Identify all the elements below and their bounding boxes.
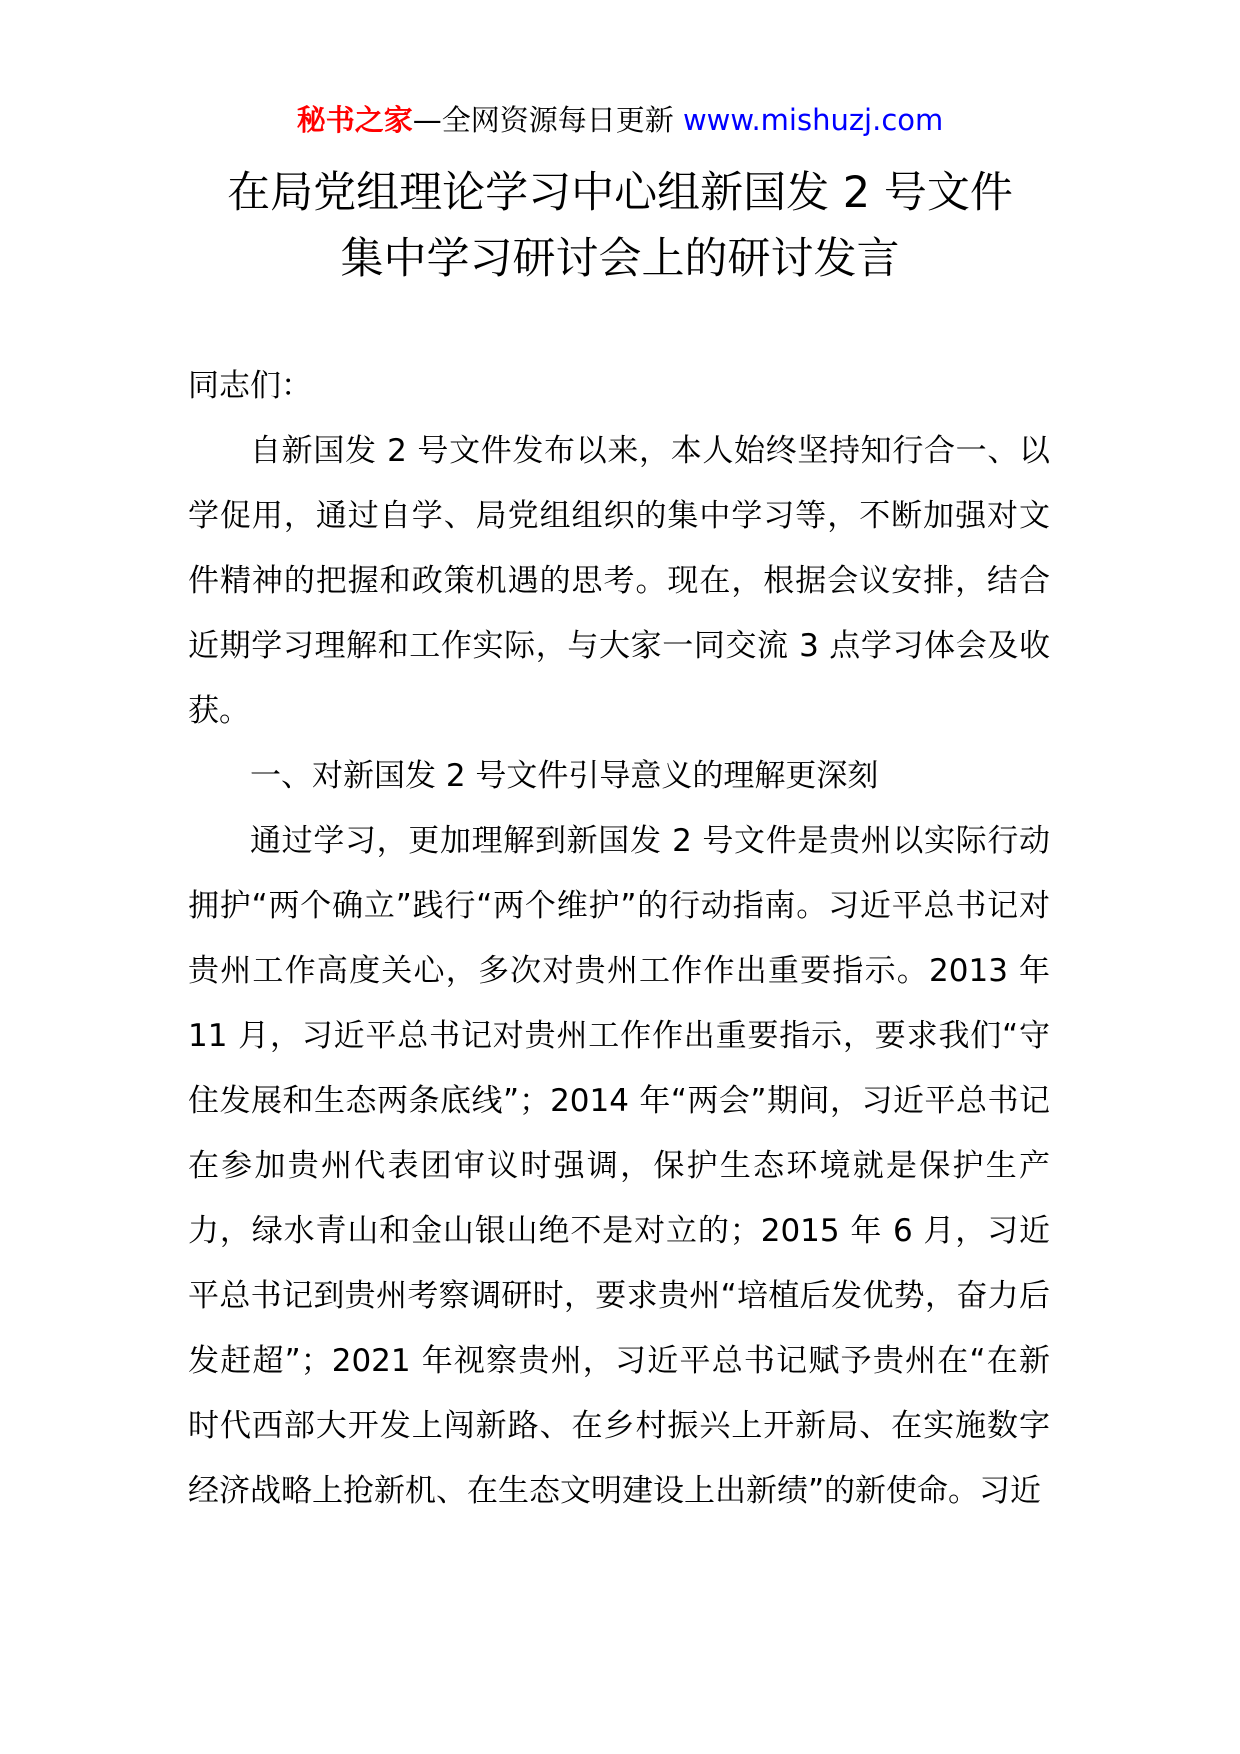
site-url-link[interactable]: www.mishuzj.com [682,103,944,137]
paragraph-section-1: 通过学习，更加理解到新国发 2 号文件是贵州以实际行动拥护“两个确立”践行“两个维护”的行动指南。习近平总书记对贵州工作高度关心，多次对贵州工作作出重要指示。2013 年 11 月，习近平总书记对贵州工作作出重要指示，要求我们“守住发展和生态两条底线”；2014 年“两会”期间，习近平总书记在参加贵州代表团审议时强调，保护生态环境就是保护生产力，绿水青山和金山银山绝不是对立的；2015 年 6 月，习近平总书记到贵州考察调研时，要求贵州“培植后发优势，奋力后发赶超”；2021 年视察贵州，习近平总书记赋予贵州在“在新时代西部大开发上闯新路、在乡村振兴上开新局、在实施数字经济战略上抢新机、在生态文明建设上出新绩”的新使命。习近 [188,823,1050,1509]
paragraph-intro: 自新国发 2 号文件发布以来，本人始终坚持知行合一、以学促用，通过自学、局党组组织的集中学习等，不断加强对文件精神的把握和政策机遇的思考。现在，根据会议安排，结合近期学习理解和工作实际，与大家一同交流 3 点学习体会及收获。 [188,433,1050,729]
document-body [188,354,1050,1524]
brand-name: 秘书之家 [296,103,413,137]
site-banner [0,100,1240,140]
title-line-2: 集中学习研讨会上的研讨发言 [340,234,900,284]
section-heading-1: 一、对新国发 2 号文件引导意义的理解更深刻 [250,758,879,794]
banner-tagline: —全网资源每日更新 [412,103,674,137]
salutation: 同志们： [188,368,312,404]
document-title [0,160,1240,292]
title-line-1: 在局党组理论学习中心组新国发 2 号文件 [227,168,1013,218]
